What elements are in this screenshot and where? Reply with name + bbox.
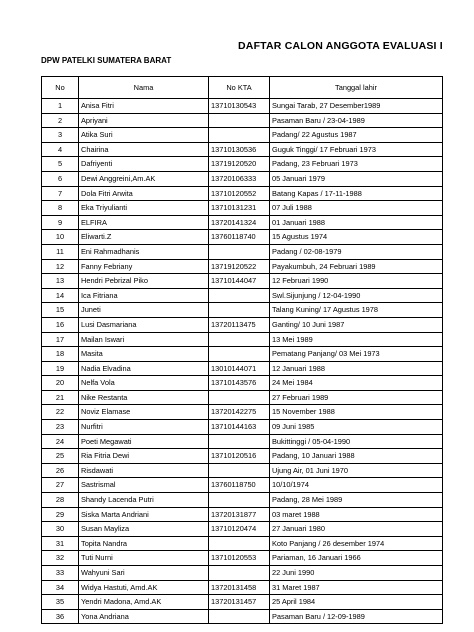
cell-no-kta (209, 536, 270, 551)
header-no-kta: No KTA (209, 77, 270, 99)
cell-tanggal-lahir: Ganting/ 10 Juni 1987 (270, 317, 443, 332)
cell-no: 5 (42, 157, 79, 172)
cell-no: 34 (42, 580, 79, 595)
cell-tanggal-lahir: 12 Januari 1988 (270, 361, 443, 376)
cell-no: 2 (42, 113, 79, 128)
cell-nama: Widya Hastuti, Amd.AK (79, 580, 209, 595)
cell-no: 26 (42, 463, 79, 478)
cell-no: 8 (42, 201, 79, 216)
cell-no: 21 (42, 390, 79, 405)
table-body (42, 99, 443, 624)
cell-nama: Juneti (79, 303, 209, 318)
cell-no-kta: 13720131458 (209, 580, 270, 595)
cell-tanggal-lahir: 24 Mei 1984 (270, 376, 443, 391)
table-row (42, 609, 443, 624)
cell-no-kta: 13710130543 (209, 99, 270, 114)
table-row (42, 507, 443, 522)
cell-no-kta: 13710120552 (209, 186, 270, 201)
cell-no-kta (209, 434, 270, 449)
cell-nama: Sastrismal (79, 478, 209, 493)
cell-no-kta (209, 493, 270, 508)
cell-tanggal-lahir: 01 Januari 1988 (270, 215, 443, 230)
table-row (42, 128, 443, 143)
table-row (42, 274, 443, 289)
cell-tanggal-lahir: Talang Kuning/ 17 Agustus 1978 (270, 303, 443, 318)
table-row (42, 420, 443, 435)
cell-no-kta (209, 332, 270, 347)
table-row (42, 99, 443, 114)
cell-no-kta (209, 244, 270, 259)
cell-tanggal-lahir: Padang/ 22 Agustus 1987 (270, 128, 443, 143)
document-title: DAFTAR CALON ANGGOTA EVALUASI I (238, 40, 443, 52)
cell-no: 4 (42, 142, 79, 157)
cell-no-kta (209, 113, 270, 128)
cell-nama: Eka Triyulianti (79, 201, 209, 216)
cell-no: 25 (42, 449, 79, 464)
cell-no: 36 (42, 609, 79, 624)
cell-tanggal-lahir: Batang Kapas / 17-11-1988 (270, 186, 443, 201)
table-row (42, 449, 443, 464)
cell-tanggal-lahir: 27 Februari 1989 (270, 390, 443, 405)
cell-tanggal-lahir: 09 Juni 1985 (270, 420, 443, 435)
cell-no-kta: 13710130536 (209, 142, 270, 157)
cell-no: 27 (42, 478, 79, 493)
cell-nama: Hendri Pebrizal Piko (79, 274, 209, 289)
table-row (42, 536, 443, 551)
cell-no-kta: 13010144071 (209, 361, 270, 376)
header-nama: Nama (79, 77, 209, 99)
cell-nama: Wahyuni Sari (79, 566, 209, 581)
cell-tanggal-lahir: Padang, 23 Februari 1973 (270, 157, 443, 172)
cell-no: 6 (42, 171, 79, 186)
cell-no: 16 (42, 317, 79, 332)
cell-no: 30 (42, 522, 79, 537)
cell-tanggal-lahir: 15 Agustus 1974 (270, 230, 443, 245)
table-row (42, 463, 443, 478)
cell-no: 31 (42, 536, 79, 551)
cell-no-kta: 13710120553 (209, 551, 270, 566)
cell-no-kta: 13760118740 (209, 230, 270, 245)
cell-tanggal-lahir: 22 Juni 1990 (270, 566, 443, 581)
cell-no-kta: 13760118750 (209, 478, 270, 493)
cell-no-kta: 13720141324 (209, 215, 270, 230)
cell-nama: Yendri Madona, Amd.AK (79, 595, 209, 610)
cell-no-kta: 13719120522 (209, 259, 270, 274)
cell-no: 18 (42, 347, 79, 362)
cell-no: 14 (42, 288, 79, 303)
table-row (42, 244, 443, 259)
cell-no: 9 (42, 215, 79, 230)
cell-nama: Dafriyenti (79, 157, 209, 172)
table-row (42, 361, 443, 376)
cell-no-kta: 13719120520 (209, 157, 270, 172)
cell-no: 23 (42, 420, 79, 435)
cell-no-kta (209, 288, 270, 303)
cell-nama: Dola Fitri Arwita (79, 186, 209, 201)
cell-tanggal-lahir: Pasaman Baru / 12-09-1989 (270, 609, 443, 624)
cell-no-kta: 13720131877 (209, 507, 270, 522)
cell-no: 35 (42, 595, 79, 610)
cell-no: 15 (42, 303, 79, 318)
header-tanggal-lahir: Tanggal lahir (270, 77, 443, 99)
table-row (42, 215, 443, 230)
member-table (41, 76, 443, 624)
cell-nama: Risdawati (79, 463, 209, 478)
cell-nama: Eni Rahmadhanis (79, 244, 209, 259)
cell-nama: Yona Andriana (79, 609, 209, 624)
cell-no: 1 (42, 99, 79, 114)
table-row (42, 186, 443, 201)
cell-tanggal-lahir: 27 Januari 1980 (270, 522, 443, 537)
table-row (42, 157, 443, 172)
table-row (42, 522, 443, 537)
cell-tanggal-lahir: 07 Juli 1988 (270, 201, 443, 216)
cell-no-kta (209, 609, 270, 624)
cell-tanggal-lahir: 31 Maret 1987 (270, 580, 443, 595)
cell-nama: Eliwarti.Z (79, 230, 209, 245)
cell-nama: Siska Marta Andriani (79, 507, 209, 522)
cell-nama: Shandy Lacenda Putri (79, 493, 209, 508)
table-row (42, 113, 443, 128)
table-row (42, 288, 443, 303)
table-row (42, 595, 443, 610)
cell-tanggal-lahir: Padang / 02-08-1979 (270, 244, 443, 259)
cell-nama: Poeti Megawati (79, 434, 209, 449)
cell-tanggal-lahir: 03 maret 1988 (270, 507, 443, 522)
cell-no: 32 (42, 551, 79, 566)
cell-nama: Noviz Elamase (79, 405, 209, 420)
cell-nama: Nelfa Vola (79, 376, 209, 391)
document-subtitle: DPW PATELKI SUMATERA BARAT (41, 56, 172, 65)
cell-nama: Ica Fitriana (79, 288, 209, 303)
cell-nama: Susan Mayliza (79, 522, 209, 537)
table-row (42, 493, 443, 508)
cell-no: 22 (42, 405, 79, 420)
cell-nama: ELFIRA (79, 215, 209, 230)
cell-nama: Masita (79, 347, 209, 362)
cell-tanggal-lahir: Swl.Sijunjung / 12-04-1990 (270, 288, 443, 303)
table-row (42, 566, 443, 581)
cell-nama: Chairina (79, 142, 209, 157)
cell-nama: Atika Suri (79, 128, 209, 143)
cell-no: 12 (42, 259, 79, 274)
header-no: No (42, 77, 79, 99)
cell-tanggal-lahir: Guguk Tinggi/ 17 Februari 1973 (270, 142, 443, 157)
cell-no-kta: 13710120474 (209, 522, 270, 537)
cell-tanggal-lahir: 10/10/1974 (270, 478, 443, 493)
table-row (42, 303, 443, 318)
cell-no-kta: 13710144047 (209, 274, 270, 289)
cell-no-kta: 13710131231 (209, 201, 270, 216)
cell-tanggal-lahir: 25 April 1984 (270, 595, 443, 610)
cell-nama: Mailan Iswari (79, 332, 209, 347)
table-row (42, 259, 443, 274)
cell-no: 7 (42, 186, 79, 201)
cell-no: 24 (42, 434, 79, 449)
cell-nama: Fanny Febriany (79, 259, 209, 274)
cell-tanggal-lahir: 15 November 1988 (270, 405, 443, 420)
cell-no-kta (209, 347, 270, 362)
cell-nama: Dewi Anggreini,Am.AK (79, 171, 209, 186)
cell-no-kta (209, 566, 270, 581)
table-row (42, 405, 443, 420)
cell-no: 20 (42, 376, 79, 391)
cell-no: 10 (42, 230, 79, 245)
cell-no: 19 (42, 361, 79, 376)
table-row (42, 434, 443, 449)
cell-no: 3 (42, 128, 79, 143)
table-row (42, 580, 443, 595)
cell-no-kta: 13720142275 (209, 405, 270, 420)
cell-tanggal-lahir: Koto Panjang / 26 desember 1974 (270, 536, 443, 551)
cell-tanggal-lahir: 05 Januari 1979 (270, 171, 443, 186)
cell-nama: Anisa Fitri (79, 99, 209, 114)
cell-no-kta: 13720131457 (209, 595, 270, 610)
table-row (42, 317, 443, 332)
table-row (42, 478, 443, 493)
cell-no: 17 (42, 332, 79, 347)
cell-no-kta (209, 463, 270, 478)
cell-no-kta (209, 303, 270, 318)
cell-nama: Nurfitri (79, 420, 209, 435)
cell-tanggal-lahir: Ujung Air, 01 Juni 1970 (270, 463, 443, 478)
cell-tanggal-lahir: Padang, 10 Januari 1988 (270, 449, 443, 464)
cell-tanggal-lahir: Pariaman, 16 Januari 1966 (270, 551, 443, 566)
cell-tanggal-lahir: Sungai Tarab, 27 Desember1989 (270, 99, 443, 114)
cell-nama: Nadia Elvadina (79, 361, 209, 376)
table-row (42, 201, 443, 216)
cell-no-kta: 13710144163 (209, 420, 270, 435)
cell-no-kta: 13720106333 (209, 171, 270, 186)
table-row (42, 347, 443, 362)
cell-tanggal-lahir: Pasaman Baru / 23-04-1989 (270, 113, 443, 128)
cell-tanggal-lahir: Payakumbuh, 24 Februari 1989 (270, 259, 443, 274)
cell-nama: Apriyani (79, 113, 209, 128)
cell-no: 33 (42, 566, 79, 581)
cell-tanggal-lahir: Pematang Panjang/ 03 Mei 1973 (270, 347, 443, 362)
cell-no-kta: 13710120516 (209, 449, 270, 464)
table-header-row (42, 77, 443, 99)
table-row (42, 171, 443, 186)
cell-no-kta: 13720113475 (209, 317, 270, 332)
cell-tanggal-lahir: 12 Februari 1990 (270, 274, 443, 289)
cell-tanggal-lahir: 13 Mei 1989 (270, 332, 443, 347)
cell-nama: Lusi Dasmariana (79, 317, 209, 332)
cell-no: 28 (42, 493, 79, 508)
cell-no-kta: 13710143576 (209, 376, 270, 391)
table-row (42, 551, 443, 566)
cell-nama: Ria Fitria Dewi (79, 449, 209, 464)
cell-nama: Topita Nandra (79, 536, 209, 551)
cell-no-kta (209, 390, 270, 405)
cell-nama: Nike Restanta (79, 390, 209, 405)
cell-nama: Tuti Nurni (79, 551, 209, 566)
table-row (42, 390, 443, 405)
cell-no: 13 (42, 274, 79, 289)
cell-tanggal-lahir: Bukittinggi / 05-04-1990 (270, 434, 443, 449)
table-row (42, 332, 443, 347)
table-row (42, 376, 443, 391)
cell-no-kta (209, 128, 270, 143)
cell-no: 29 (42, 507, 79, 522)
cell-tanggal-lahir: Padang, 28 Mei 1989 (270, 493, 443, 508)
table-row (42, 142, 443, 157)
table-row (42, 230, 443, 245)
cell-no: 11 (42, 244, 79, 259)
